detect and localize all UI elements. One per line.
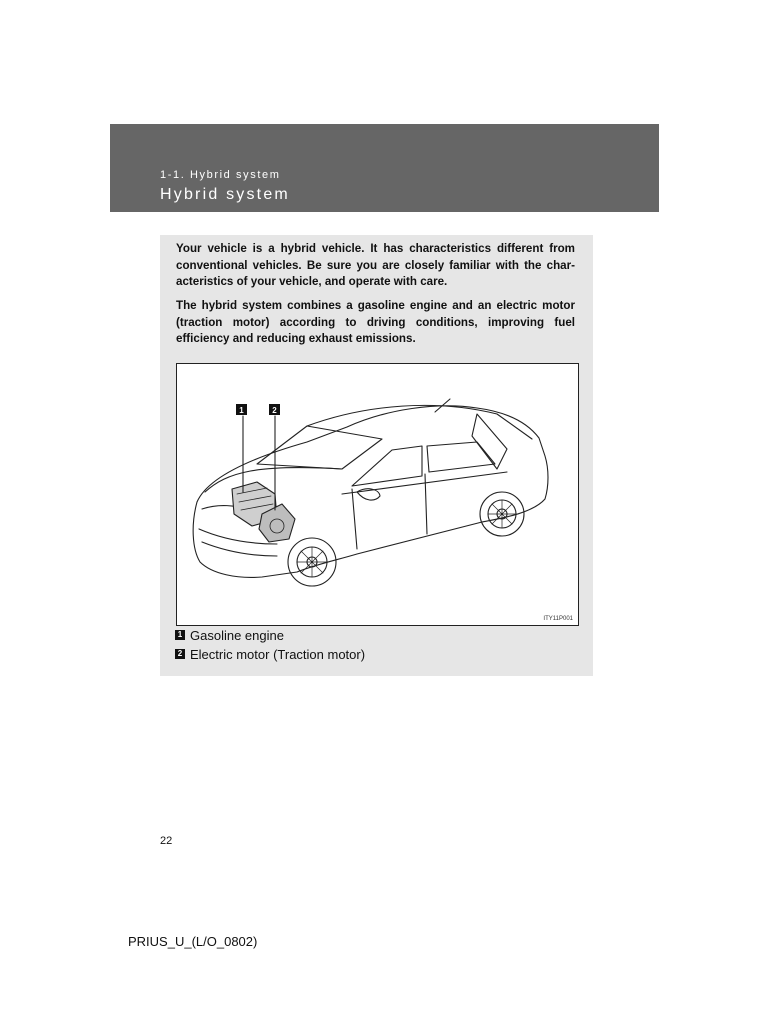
section-label: 1-1. Hybrid system bbox=[160, 169, 281, 181]
figure-code: ITY11P001 bbox=[543, 616, 573, 622]
intro-paragraph-2: The hybrid system combines a gasoline engine and an electric motor (traction motor) according to driving conditions, improving fuel efficiency and reducing exhaust emissions. bbox=[176, 299, 575, 346]
callout-2: 2 bbox=[272, 406, 277, 415]
intro-paragraph-1: Your vehicle is a hybrid vehicle. It has characteristics different from conventional vehicles. Be sure you are closely familiar with the characteristics of your vehicle, and operate with care. bbox=[176, 242, 575, 289]
page-title: Hybrid system bbox=[160, 186, 290, 203]
callout-badges bbox=[236, 404, 280, 415]
car-illustration bbox=[177, 364, 578, 625]
document-code: PRIUS_U_(L/O_0802) bbox=[128, 934, 258, 949]
number-badge-1: 1 bbox=[175, 630, 185, 640]
page-number: 22 bbox=[160, 835, 173, 847]
section-header bbox=[110, 124, 659, 212]
legend-item-electric-motor bbox=[175, 646, 365, 662]
legend-item-gasoline-engine bbox=[175, 627, 284, 643]
legend-label: Gasoline engine bbox=[190, 627, 284, 643]
legend-label: Electric motor (Traction motor) bbox=[190, 646, 366, 662]
callout-1: 1 bbox=[239, 406, 244, 415]
content-box bbox=[160, 235, 593, 676]
hybrid-vehicle-illustration bbox=[176, 363, 579, 626]
number-badge-2: 2 bbox=[175, 649, 185, 659]
